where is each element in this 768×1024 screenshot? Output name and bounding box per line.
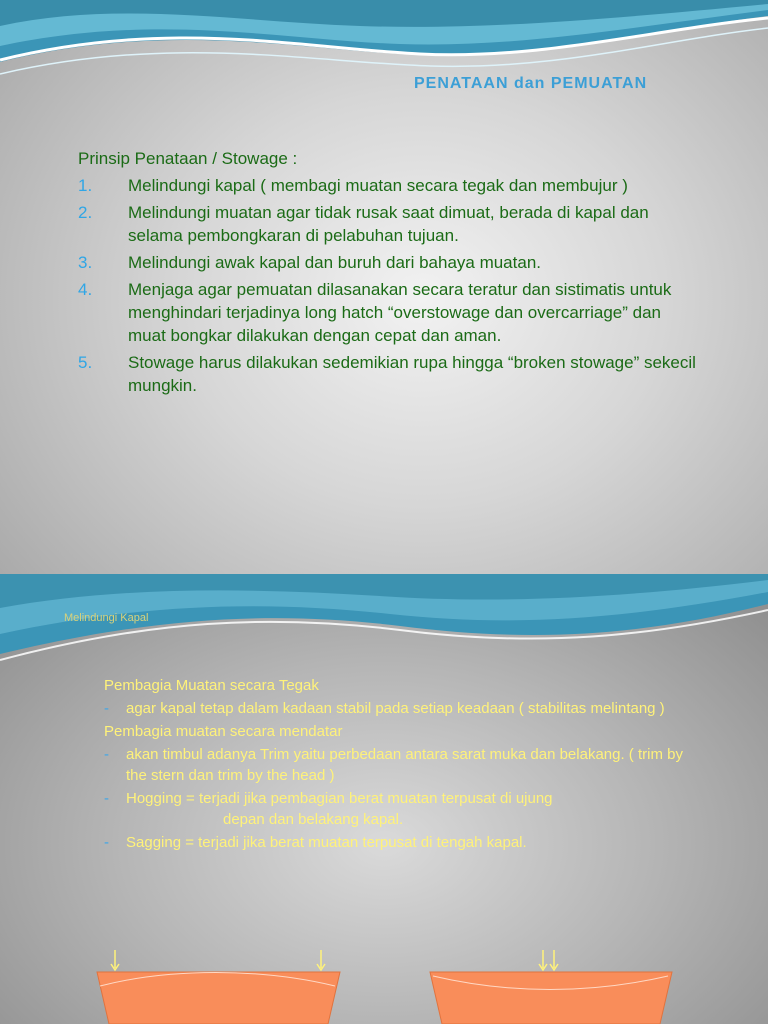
list-item bbox=[78, 278, 698, 347]
list-text: Sagging = terjadi jika berat muatan terpusat di tengah kapal. bbox=[126, 834, 527, 851]
bullet-dash: - bbox=[104, 746, 109, 763]
list-number: 4. bbox=[78, 280, 93, 299]
list-text: Stowage harus dilakukan sedemikian rupa hingga “broken stowage” sekecil mungkin. bbox=[128, 353, 696, 395]
protection-content bbox=[104, 675, 704, 853]
list-text: akan timbul adanya Trim yaitu perbedaan antara sarat muka dan belakang. ( trim by the stern dan trim by the head ) bbox=[126, 746, 683, 784]
slide-title: PENATAAN dan PEMUATAN bbox=[414, 75, 648, 92]
list-text-continuation: depan dan belakang kapal. bbox=[223, 811, 404, 828]
hogging-ship bbox=[97, 950, 340, 1024]
list-text: Hogging = terjadi jika pembagian berat muatan terpusat di ujung bbox=[126, 790, 553, 807]
list-item bbox=[104, 698, 704, 719]
list-item bbox=[78, 351, 698, 397]
list-text: Melindungi awak kapal dan buruh dari bahaya muatan. bbox=[128, 253, 541, 272]
header-wave bbox=[0, 574, 768, 674]
list-item bbox=[78, 251, 698, 274]
principles-intro: Prinsip Penataan / Stowage : bbox=[78, 149, 298, 168]
list-text: Melindungi muatan agar tidak rusak saat dimuat, berada di kapal dan selama pembongkaran di pelabuhan tujuan. bbox=[128, 203, 649, 245]
header-wave bbox=[0, 0, 768, 110]
slide-2 bbox=[0, 574, 768, 1024]
list-number: 5. bbox=[78, 353, 93, 372]
section-heading: Pembagia muatan secara mendatar bbox=[104, 723, 343, 740]
section-heading: Pembagia Muatan secara Tegak bbox=[104, 677, 319, 694]
bullet-dash: - bbox=[104, 790, 109, 807]
principles-content bbox=[78, 147, 698, 397]
list-item bbox=[104, 832, 704, 853]
slide-title: Melindungi Kapal bbox=[64, 612, 149, 624]
list-item bbox=[104, 744, 704, 786]
bullet-dash: - bbox=[104, 834, 109, 851]
list-item bbox=[78, 174, 698, 197]
list-item bbox=[78, 201, 698, 247]
bullet-dash: - bbox=[104, 700, 109, 717]
list-number: 3. bbox=[78, 253, 93, 272]
list-text: agar kapal tetap dalam kadaan stabil pada setiap keadaan ( stabilitas melintang ) bbox=[126, 700, 665, 717]
ship-diagrams bbox=[0, 934, 768, 1024]
list-number: 2. bbox=[78, 203, 93, 222]
list-text: Menjaga agar pemuatan dilasanakan secara teratur dan sistimatis untuk menghindari terjadinya long hatch “overstowage dan overcarriage” dan muat bongkar dilakukan dengan cepat dan aman. bbox=[128, 280, 672, 345]
list-text: Melindungi kapal ( membagi muatan secara tegak dan membujur ) bbox=[128, 176, 628, 195]
list-number: 1. bbox=[78, 176, 93, 195]
sagging-ship bbox=[430, 950, 672, 1024]
list-item bbox=[104, 788, 704, 830]
